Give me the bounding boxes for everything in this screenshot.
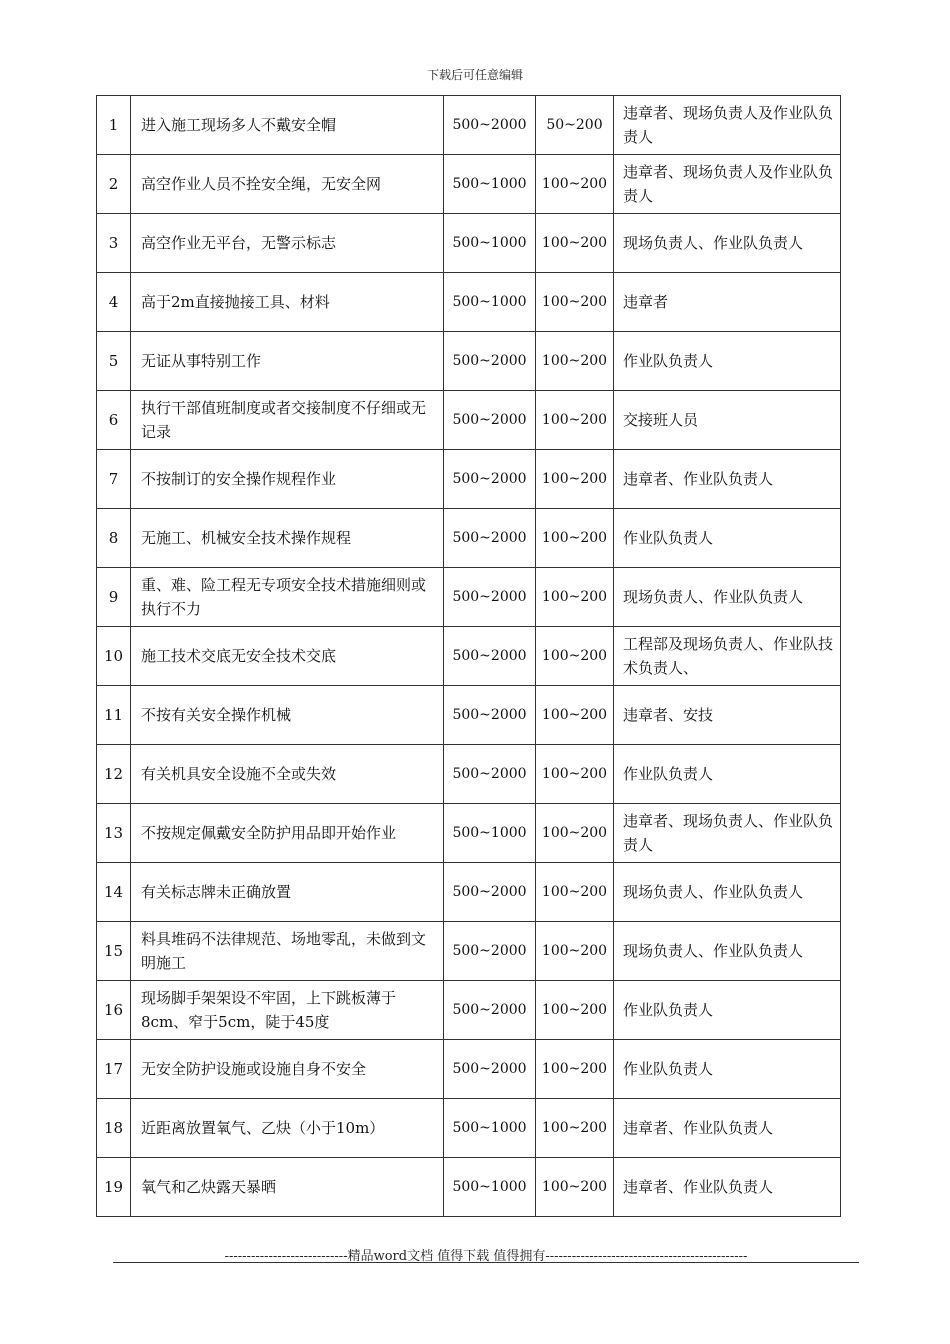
table-row xyxy=(97,1099,841,1158)
responsible-party-cell: 违章者 xyxy=(614,273,841,332)
personal-fine-range-cell: 100~200 xyxy=(536,509,614,568)
table-row xyxy=(97,804,841,863)
table-row xyxy=(97,1040,841,1099)
row-number-cell: 12 xyxy=(97,745,131,804)
footer-divider xyxy=(113,1262,859,1263)
fine-range-cell: 500~2000 xyxy=(444,450,536,509)
violation-description-cell: 料具堆码不法律规范、场地零乱，未做到文明施工 xyxy=(131,922,444,981)
row-number-cell: 19 xyxy=(97,1158,131,1217)
row-number-cell: 11 xyxy=(97,686,131,745)
violation-description-cell: 重、难、险工程无专项安全技术措施细则或执行不力 xyxy=(131,568,444,627)
fine-range-cell: 500~2000 xyxy=(444,922,536,981)
responsible-party-cell: 违章者、作业队负责人 xyxy=(614,1099,841,1158)
personal-fine-range-cell: 100~200 xyxy=(536,627,614,686)
row-number-cell: 2 xyxy=(97,155,131,214)
violation-description-cell: 近距离放置氧气、乙炔（小于10m） xyxy=(131,1099,444,1158)
personal-fine-range-cell: 100~200 xyxy=(536,1040,614,1099)
personal-fine-range-cell: 100~200 xyxy=(536,568,614,627)
personal-fine-range-cell: 100~200 xyxy=(536,155,614,214)
row-number-cell: 10 xyxy=(97,627,131,686)
table-row xyxy=(97,214,841,273)
responsible-party-cell: 现场负责人、作业队负责人 xyxy=(614,863,841,922)
violation-description-cell: 不按有关安全操作机械 xyxy=(131,686,444,745)
violation-description-cell: 进入施工现场多人不戴安全帽 xyxy=(131,96,444,155)
row-number-cell: 5 xyxy=(97,332,131,391)
fine-range-cell: 500~1000 xyxy=(444,1158,536,1217)
responsible-party-cell: 作业队负责人 xyxy=(614,332,841,391)
responsible-party-cell: 现场负责人、作业队负责人 xyxy=(614,214,841,273)
table-row xyxy=(97,686,841,745)
fine-range-cell: 500~2000 xyxy=(444,863,536,922)
violation-description-cell: 氧气和乙炔露天暴晒 xyxy=(131,1158,444,1217)
row-number-cell: 14 xyxy=(97,863,131,922)
fine-range-cell: 500~2000 xyxy=(444,745,536,804)
responsible-party-cell: 作业队负责人 xyxy=(614,981,841,1040)
violation-description-cell: 有关标志牌未正确放置 xyxy=(131,863,444,922)
penalty-table-body xyxy=(97,96,841,1217)
violation-description-cell: 高空作业人员不拴安全绳，无安全网 xyxy=(131,155,444,214)
responsible-party-cell: 作业队负责人 xyxy=(614,1040,841,1099)
responsible-party-cell: 违章者、安技 xyxy=(614,686,841,745)
responsible-party-cell: 违章者、现场负责人及作业队负责人 xyxy=(614,96,841,155)
fine-range-cell: 500~2000 xyxy=(444,509,536,568)
row-number-cell: 8 xyxy=(97,509,131,568)
table-row xyxy=(97,273,841,332)
violation-description-cell: 无证从事特别工作 xyxy=(131,332,444,391)
personal-fine-range-cell: 100~200 xyxy=(536,273,614,332)
violation-description-cell: 现场脚手架架设不牢固，上下跳板薄于8cm、窄于5cm，陡于45度 xyxy=(131,981,444,1040)
fine-range-cell: 500~2000 xyxy=(444,332,536,391)
violation-description-cell: 施工技术交底无安全技术交底 xyxy=(131,627,444,686)
row-number-cell: 17 xyxy=(97,1040,131,1099)
personal-fine-range-cell: 100~200 xyxy=(536,1099,614,1158)
table-row xyxy=(97,155,841,214)
personal-fine-range-cell: 100~200 xyxy=(536,863,614,922)
page-footer: ----------------------------精品word文档 值得下载 值得拥有---------------------------------------------- xyxy=(224,1249,748,1264)
violation-description-cell: 无安全防护设施或设施自身不安全 xyxy=(131,1040,444,1099)
violation-description-cell: 不按制订的安全操作规程作业 xyxy=(131,450,444,509)
row-number-cell: 7 xyxy=(97,450,131,509)
table-row xyxy=(97,391,841,450)
table-row xyxy=(97,922,841,981)
table-row xyxy=(97,627,841,686)
personal-fine-range-cell: 100~200 xyxy=(536,214,614,273)
personal-fine-range-cell: 100~200 xyxy=(536,981,614,1040)
fine-range-cell: 500~2000 xyxy=(444,627,536,686)
fine-range-cell: 500~2000 xyxy=(444,686,536,745)
personal-fine-range-cell: 100~200 xyxy=(536,391,614,450)
table-row xyxy=(97,96,841,155)
fine-range-cell: 500~1000 xyxy=(444,214,536,273)
fine-range-cell: 500~2000 xyxy=(444,391,536,450)
fine-range-cell: 500~2000 xyxy=(444,981,536,1040)
row-number-cell: 13 xyxy=(97,804,131,863)
responsible-party-cell: 现场负责人、作业队负责人 xyxy=(614,568,841,627)
responsible-party-cell: 违章者、作业队负责人 xyxy=(614,450,841,509)
fine-range-cell: 500~1000 xyxy=(444,1099,536,1158)
fine-range-cell: 500~2000 xyxy=(444,1040,536,1099)
violation-description-cell: 不按规定佩戴安全防护用品即开始作业 xyxy=(131,804,444,863)
violation-description-cell: 无施工、机械安全技术操作规程 xyxy=(131,509,444,568)
fine-range-cell: 500~2000 xyxy=(444,96,536,155)
table-row xyxy=(97,332,841,391)
fine-range-cell: 500~1000 xyxy=(444,155,536,214)
violation-description-cell: 执行干部值班制度或者交接制度不仔细或无记录 xyxy=(131,391,444,450)
row-number-cell: 1 xyxy=(97,96,131,155)
row-number-cell: 16 xyxy=(97,981,131,1040)
violation-description-cell: 有关机具安全设施不全或失效 xyxy=(131,745,444,804)
row-number-cell: 4 xyxy=(97,273,131,332)
personal-fine-range-cell: 100~200 xyxy=(536,686,614,745)
penalty-table xyxy=(96,95,841,1217)
personal-fine-range-cell: 50~200 xyxy=(536,96,614,155)
row-number-cell: 15 xyxy=(97,922,131,981)
responsible-party-cell: 作业队负责人 xyxy=(614,509,841,568)
row-number-cell: 9 xyxy=(97,568,131,627)
responsible-party-cell: 现场负责人、作业队负责人 xyxy=(614,922,841,981)
table-row xyxy=(97,745,841,804)
violation-description-cell: 高空作业无平台，无警示标志 xyxy=(131,214,444,273)
responsible-party-cell: 交接班人员 xyxy=(614,391,841,450)
row-number-cell: 18 xyxy=(97,1099,131,1158)
table-row xyxy=(97,1158,841,1217)
table-row xyxy=(97,981,841,1040)
fine-range-cell: 500~1000 xyxy=(444,804,536,863)
page-header: 下载后可任意编辑 xyxy=(426,68,523,82)
personal-fine-range-cell: 100~200 xyxy=(536,804,614,863)
row-number-cell: 3 xyxy=(97,214,131,273)
personal-fine-range-cell: 100~200 xyxy=(536,450,614,509)
responsible-party-cell: 工程部及现场负责人、作业队技术负责人、 xyxy=(614,627,841,686)
personal-fine-range-cell: 100~200 xyxy=(536,745,614,804)
personal-fine-range-cell: 100~200 xyxy=(536,922,614,981)
personal-fine-range-cell: 100~200 xyxy=(536,332,614,391)
row-number-cell: 6 xyxy=(97,391,131,450)
violation-description-cell: 高于2m直接抛接工具、材料 xyxy=(131,273,444,332)
table-row xyxy=(97,450,841,509)
fine-range-cell: 500~2000 xyxy=(444,568,536,627)
responsible-party-cell: 违章者、现场负责人及作业队负责人 xyxy=(614,155,841,214)
responsible-party-cell: 作业队负责人 xyxy=(614,745,841,804)
table-row xyxy=(97,568,841,627)
table-row xyxy=(97,509,841,568)
responsible-party-cell: 违章者、作业队负责人 xyxy=(614,1158,841,1217)
table-row xyxy=(97,863,841,922)
responsible-party-cell: 违章者、现场负责人、作业队负责人 xyxy=(614,804,841,863)
personal-fine-range-cell: 100~200 xyxy=(536,1158,614,1217)
fine-range-cell: 500~1000 xyxy=(444,273,536,332)
